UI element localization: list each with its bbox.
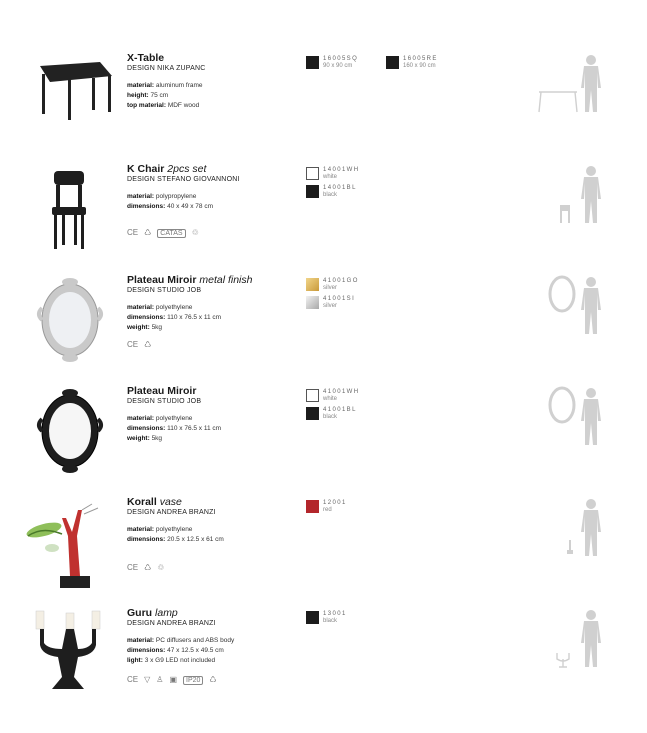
color-swatch	[306, 611, 319, 624]
product-name-sub: metal finish	[199, 274, 253, 286]
certification-marks	[127, 229, 199, 238]
lamp-icon	[22, 607, 118, 703]
spec-line	[127, 202, 297, 212]
spec-label: weight:	[127, 435, 150, 442]
spec-line	[127, 101, 297, 111]
spec-line	[127, 91, 297, 101]
color-variant	[306, 167, 359, 181]
spec-label: material:	[127, 415, 155, 422]
variant-description: 90 x 90 cm	[323, 63, 353, 69]
variant-description: red	[323, 507, 332, 513]
color-swatch	[306, 278, 319, 291]
certification-mark-icon: ♺	[144, 563, 152, 572]
spec-label: material:	[127, 526, 155, 533]
spec-label: material:	[127, 82, 155, 89]
variant-text	[323, 611, 347, 625]
variant-code: 12001	[323, 500, 347, 506]
variant-text	[323, 296, 355, 310]
spec-line	[127, 636, 297, 646]
spec-label: dimensions:	[127, 536, 166, 543]
color-swatch	[306, 296, 319, 309]
variant-description: black	[323, 618, 338, 624]
spec-line	[127, 313, 297, 323]
spec-value: 47 x 12.5 x 49.5 cm	[167, 647, 224, 654]
spec-value: 5kg	[151, 435, 163, 442]
spec-value: polyethylene	[155, 415, 193, 422]
spec-value: 110 x 76.5 x 11 cm	[167, 314, 222, 321]
variant-code: 14001WH	[323, 167, 360, 173]
spec-label: top material:	[127, 102, 167, 109]
spec-list	[127, 81, 297, 111]
spec-label: material:	[127, 193, 155, 200]
product-name	[127, 607, 297, 619]
vase-product-image	[22, 496, 118, 592]
variant-code: 41001SI	[323, 296, 356, 302]
certification-mark-icon: IP20	[183, 676, 203, 685]
spec-value: PC diffusers and ABS body	[155, 637, 235, 644]
designer-credit: DESIGN STEFANO GIOVANNONI	[127, 176, 240, 183]
variant-description: black	[323, 414, 338, 420]
color-swatch	[306, 407, 319, 420]
spec-label: material:	[127, 637, 155, 644]
product-name-main: Korall	[127, 496, 157, 508]
color-swatch	[306, 389, 319, 402]
spec-label: height:	[127, 92, 149, 99]
designer-credit: DESIGN NIKA ZUPANC	[127, 65, 206, 72]
product-name-sub: 2pcs set	[167, 163, 207, 175]
spec-value: 40 x 49 x 78 cm	[167, 203, 213, 210]
certification-mark-icon: CE	[127, 340, 139, 349]
spec-list	[127, 636, 297, 666]
product-row	[0, 385, 647, 496]
product-row	[0, 607, 647, 718]
variant-description: silver	[323, 303, 338, 309]
certification-mark-icon: ▣	[169, 675, 178, 684]
product-info	[127, 274, 297, 333]
product-name-sub: vase	[159, 496, 182, 508]
variant-text	[323, 56, 358, 70]
color-swatch	[306, 500, 319, 513]
spec-line	[127, 535, 297, 545]
variant-code: 14001BL	[323, 185, 357, 191]
scale-reference-figure	[505, 52, 605, 132]
product-name	[127, 52, 297, 64]
spec-line	[127, 303, 297, 313]
color-swatch	[306, 167, 319, 180]
designer-credit: DESIGN ANDREA BRANZI	[127, 509, 216, 516]
variant-code: 41001WH	[323, 389, 360, 395]
spec-value: 20.5 x 12.5 x 61 cm	[167, 536, 224, 543]
vase-icon	[22, 496, 118, 592]
chair-icon	[22, 163, 118, 259]
variant-text	[323, 389, 359, 403]
color-swatch	[306, 185, 319, 198]
variant-description: silver	[323, 285, 338, 291]
certification-mark-icon: ♲	[191, 228, 199, 237]
color-variant	[306, 389, 359, 403]
spec-list	[127, 414, 297, 444]
variant-text	[323, 500, 347, 514]
product-info	[127, 385, 297, 444]
product-row	[0, 496, 647, 607]
variant-description: white	[323, 396, 338, 402]
spec-line	[127, 414, 297, 424]
color-variant	[306, 500, 347, 514]
color-swatch	[306, 56, 319, 69]
product-name-main: Guru	[127, 607, 153, 619]
color-variant	[306, 296, 355, 310]
certification-marks	[127, 564, 164, 573]
certification-mark-icon: ♙	[156, 675, 164, 684]
color-variant	[306, 611, 347, 625]
spec-value: aluminum frame	[155, 82, 203, 89]
certification-marks	[127, 676, 217, 685]
mirror-product-image	[22, 274, 118, 370]
spec-label: dimensions:	[127, 203, 166, 210]
spec-line	[127, 434, 297, 444]
spec-label: dimensions:	[127, 314, 166, 321]
spec-value: 75 cm	[150, 92, 169, 99]
designer-credit: DESIGN ANDREA BRANZI	[127, 620, 216, 627]
mirror-product-image	[22, 385, 118, 481]
variant-text	[323, 167, 359, 181]
spec-value: polyethylene	[155, 526, 193, 533]
spec-label: material:	[127, 304, 155, 311]
product-name	[127, 163, 297, 175]
table-icon	[22, 52, 118, 148]
color-variant	[306, 407, 357, 421]
spec-label: dimensions:	[127, 647, 166, 654]
certification-mark-icon: ♺	[144, 340, 152, 349]
certification-marks	[127, 341, 151, 350]
product-name-main: K Chair	[127, 163, 165, 175]
spec-line	[127, 192, 297, 202]
scale-reference-figure	[505, 385, 605, 465]
certification-mark-icon: CE	[127, 563, 139, 572]
spec-list	[127, 303, 297, 333]
variant-description: white	[323, 174, 338, 180]
product-info	[127, 52, 297, 111]
spec-line	[127, 646, 297, 656]
color-swatch	[386, 56, 399, 69]
certification-mark-icon: CE	[127, 675, 139, 684]
designer-credit: DESIGN STUDIO JOB	[127, 287, 202, 294]
certification-mark-icon: CE	[127, 228, 139, 237]
spec-value: polyethylene	[155, 304, 193, 311]
product-info	[127, 607, 297, 666]
product-name	[127, 385, 297, 397]
certification-mark-icon: ▽	[144, 675, 151, 684]
spec-label: weight:	[127, 324, 150, 331]
chair-product-image	[22, 163, 118, 259]
variant-text	[323, 407, 357, 421]
mirror-icon	[22, 274, 118, 370]
certification-mark-icon: CATAS	[157, 229, 185, 238]
spec-line	[127, 323, 297, 333]
product-name	[127, 496, 297, 508]
product-name-main: X-Table	[127, 52, 165, 64]
certification-mark-icon: ♺	[144, 228, 152, 237]
spec-label: dimensions:	[127, 425, 166, 432]
designer-credit: DESIGN STUDIO JOB	[127, 398, 202, 405]
variant-text	[323, 185, 357, 199]
scale-reference-figure	[505, 274, 605, 354]
product-name	[127, 274, 297, 286]
spec-value: MDF wood	[167, 102, 200, 109]
color-variant	[306, 185, 357, 199]
color-variant	[386, 56, 438, 70]
scale-reference-figure	[505, 607, 605, 687]
spec-line	[127, 525, 297, 535]
certification-mark-icon: ♲	[157, 563, 165, 572]
scale-reference-figure	[505, 496, 605, 576]
scale-reference-figure	[505, 163, 605, 243]
color-variant	[306, 278, 359, 292]
variant-code: 41001BL	[323, 407, 357, 413]
spec-value: 110 x 76.5 x 11 cm	[167, 425, 222, 432]
product-name-main: Plateau Miroir	[127, 385, 197, 397]
variant-text	[403, 56, 438, 70]
spec-value: polypropylene	[155, 193, 197, 200]
product-info	[127, 163, 297, 212]
spec-list	[127, 192, 297, 212]
color-variant	[306, 56, 358, 70]
product-name-main: Plateau Miroir	[127, 274, 197, 286]
spec-line	[127, 656, 297, 666]
variant-code: 16005SQ	[323, 56, 359, 62]
spec-label: light:	[127, 657, 143, 664]
spec-list	[127, 525, 297, 545]
variant-code: 13001	[323, 611, 347, 617]
variant-code: 41001GO	[323, 278, 359, 284]
table-product-image	[22, 52, 118, 148]
spec-value: 5kg	[151, 324, 163, 331]
variant-code: 16005RE	[403, 56, 438, 62]
variant-description: 160 x 90 cm	[403, 63, 436, 69]
variant-description: black	[323, 192, 338, 198]
mirror-icon	[22, 385, 118, 481]
spec-line	[127, 81, 297, 91]
product-row	[0, 274, 647, 385]
variant-text	[323, 278, 359, 292]
product-row	[0, 163, 647, 274]
spec-value: 3 x G9 LED not included	[144, 657, 216, 664]
certification-mark-icon: ♺	[209, 675, 217, 684]
product-info	[127, 496, 297, 545]
product-name-sub: lamp	[155, 607, 178, 619]
spec-line	[127, 424, 297, 434]
product-row	[0, 52, 647, 163]
lamp-product-image	[22, 607, 118, 703]
